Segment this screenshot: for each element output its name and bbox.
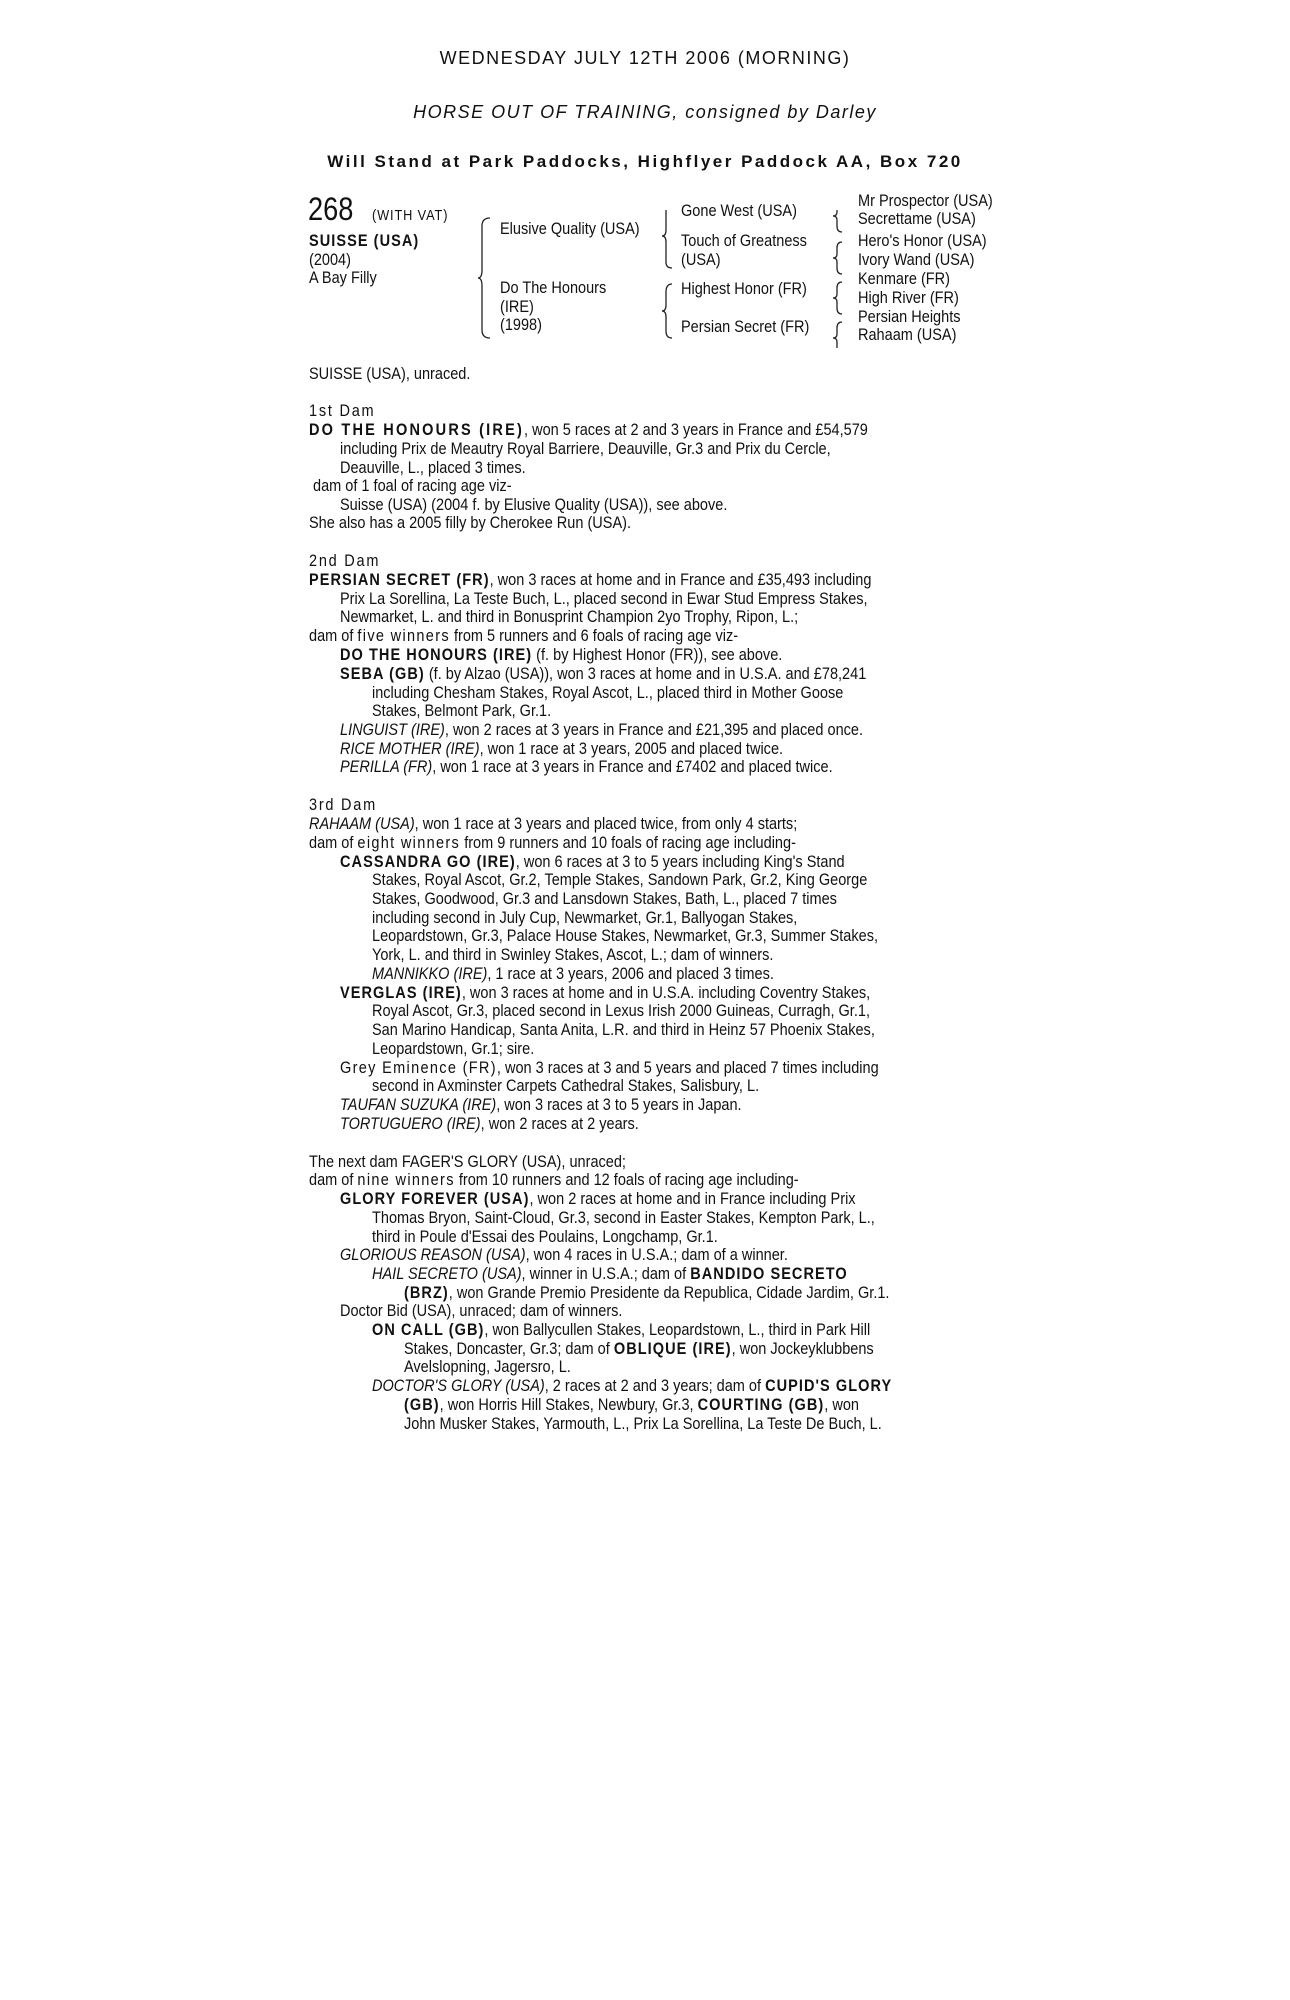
next-dam-line1: The next dam FAGER'S GLORY (USA), unraced; (309, 1153, 626, 1171)
text-seg: (f. by Alzao (USA)), won 3 races at home and in U.S.A. and £78,241 (424, 665, 867, 683)
third-dam-line14 (340, 1059, 879, 1078)
foaling-year: (2004) (309, 251, 351, 269)
text-seg: , won 4 races in U.S.A.; dam of a winner. (525, 1246, 788, 1264)
third-dam-line10 (340, 984, 870, 1003)
produce-name: VERGLAS (IRE) (340, 984, 462, 1002)
second-dam-text: , won 3 races at home and in France and £35,493 including (489, 571, 872, 589)
third-dam-line17 (340, 1115, 639, 1134)
next-dam-line7 (372, 1265, 848, 1284)
second-dam-line7: including Chesham Stakes, Royal Ascot, L., placed third in Mother Goose (372, 684, 844, 702)
text-seg: , won Ballycullen Stakes, Leopardstown, L., third in Park Hill (484, 1321, 871, 1339)
next-dam-line3 (340, 1190, 856, 1209)
third-dam-line8: York, L. and third in Swinley Stakes, Ascot, L.; dam of winners. (372, 946, 774, 964)
pedigree-sdd: Ivory Wand (USA) (858, 251, 975, 269)
text-seg: dam of (309, 627, 358, 645)
next-dam-line2 (309, 1171, 799, 1190)
pedigree-dsd: High River (FR) (858, 289, 959, 307)
text-seg: dam of (309, 1171, 358, 1189)
text-seg: , won 1 race at 3 years and placed twice, from only 4 starts; (414, 815, 798, 833)
third-dam-name: RAHAAM (USA) (309, 815, 415, 833)
produce-name: SEBA (GB) (340, 665, 425, 683)
third-dam-line1 (309, 815, 797, 834)
third-dam-line15: second in Axminster Carpets Cathedral Stakes, Salisbury, L. (372, 1077, 760, 1095)
pedigree-sire-dam-line1: Touch of Greatness (681, 232, 807, 250)
horse-name: SUISSE (USA) (309, 232, 420, 250)
third-dam-heading: 3rd Dam (309, 796, 378, 814)
second-dam-line5 (340, 646, 782, 665)
first-dam-text: , won 5 races at 2 and 3 years in France and £54,579 (524, 421, 868, 439)
pedigree-dam-sire: Highest Honor (FR) (681, 280, 807, 298)
produce-name: BANDIDO SECRETO (690, 1265, 848, 1283)
first-dam-line5: Suisse (USA) (2004 f. by Elusive Quality (USA)), see above. (340, 496, 728, 514)
text-seg: (GB) (404, 1396, 440, 1414)
text-seg: from 9 runners and 10 foals of racing age including- (460, 834, 796, 852)
winners-count: eight winners (357, 834, 461, 852)
text-seg: (BRZ) (404, 1284, 449, 1302)
first-dam-line4: dam of 1 foal of racing age viz- (313, 477, 512, 495)
produce-name: HAIL SECRETO (USA) (372, 1265, 522, 1283)
produce-name: Grey Eminence (FR) (340, 1059, 497, 1077)
pedigree-sire-sire: Gone West (USA) (681, 202, 797, 220)
text-seg: , won Horris Hill Stakes, Newbury, Gr.3, (439, 1396, 698, 1414)
produce-name: MANNIKKO (IRE) (372, 965, 488, 983)
text-seg: , won Jockeyklubbens (731, 1340, 874, 1358)
text-seg: , won 3 races at 3 and 5 years and placed 7 times including (496, 1059, 879, 1077)
produce-name: TAUFAN SUZUKA (IRE) (340, 1096, 497, 1114)
pedigree-ssd: Secrettame (USA) (858, 210, 976, 228)
text-seg: , won Grande Premio Presidente da Republica, Cidade Jardim, Gr.1. (448, 1284, 890, 1302)
second-dam-heading: 2nd Dam (309, 552, 381, 570)
vat-note: (WITH VAT) (372, 208, 449, 224)
first-dam-heading: 1st Dam (309, 402, 376, 420)
second-dam-line4 (309, 627, 738, 646)
text-seg: , won 1 race at 3 years in France and £7402 and placed twice. (432, 758, 833, 776)
second-dam-line10 (340, 740, 783, 759)
pedigree-dam-line1: Do The Honours (500, 279, 607, 297)
winners-count: five winners (357, 627, 450, 645)
text-seg: , 1 race at 3 years, 2006 and placed 3 times. (487, 965, 774, 983)
pedigree-dss: Kenmare (FR) (858, 270, 950, 288)
second-dam-line8: Stakes, Belmont Park, Gr.1. (372, 702, 552, 720)
text-seg: , won 3 races at home and in U.S.A. including Coventry Stakes, (461, 984, 871, 1002)
produce-name: OBLIQUE (IRE) (613, 1340, 732, 1358)
text-seg: , 2 races at 2 and 3 years; dam of (544, 1377, 766, 1395)
third-dam-line7: Leopardstown, Gr.3, Palace House Stakes, Newmarket, Gr.3, Summer Stakes, (372, 927, 879, 945)
text-seg: , won 6 races at 3 to 5 years including King's Stand (515, 853, 845, 871)
first-dam-line1 (309, 421, 868, 440)
second-dam-name: PERSIAN SECRET (FR) (309, 571, 490, 589)
produce-name: DO THE HONOURS (IRE) (340, 646, 533, 664)
first-dam-line3: Deauville, L., placed 3 times. (340, 459, 526, 477)
text-seg: (f. by Highest Honor (FR)), see above. (532, 646, 783, 664)
produce-name: CUPID'S GLORY (765, 1377, 893, 1395)
text-seg: , won 1 race at 3 years, 2005 and placed twice. (479, 740, 784, 758)
produce-name: GLORIOUS REASON (USA) (340, 1246, 526, 1264)
next-dam-line4: Thomas Bryon, Saint-Cloud, Gr.3, second in Easter Stakes, Kempton Park, L., (372, 1209, 875, 1227)
pedigree-sire: Elusive Quality (USA) (500, 220, 640, 238)
pedigree-sds: Hero's Honor (USA) (858, 232, 987, 250)
next-dam-line5: third in Poule d'Essai des Poulains, Longchamp, Gr.1. (372, 1228, 718, 1246)
third-dam-line11: Royal Ascot, Gr.3, placed second in Lexus Irish 2000 Guineas, Curragh, Gr.1, (372, 1002, 870, 1020)
text-seg: Stakes, Doncaster, Gr.3; dam of (404, 1340, 614, 1358)
race-record: SUISSE (USA), unraced. (309, 365, 471, 383)
next-dam-line6 (340, 1246, 788, 1265)
first-dam-line2: including Prix de Meautry Royal Barriere, Deauville, Gr.3 and Prix du Cercle, (340, 440, 831, 458)
next-dam-line8 (404, 1284, 889, 1303)
sale-subtitle: HORSE OUT OF TRAINING, consigned by Darley (413, 102, 877, 122)
produce-name: LINGUIST (IRE) (340, 721, 445, 739)
text-seg: from 10 runners and 12 foals of racing age including- (454, 1171, 799, 1189)
produce-name: DOCTOR'S GLORY (USA) (372, 1377, 545, 1395)
horse-description: A Bay Filly (309, 269, 377, 287)
third-dam-line5: Stakes, Goodwood, Gr.3 and Lansdown Stakes, Bath, L., placed 7 times (372, 890, 837, 908)
produce-name: ON CALL (GB) (372, 1321, 485, 1339)
next-dam-line15: John Musker Stakes, Yarmouth, L., Prix La Sorellina, La Teste De Buch, L. (404, 1415, 882, 1433)
next-dam-line10 (372, 1321, 870, 1340)
pedigree-sire-dam-line2: (USA) (681, 251, 721, 269)
third-dam-line13: Leopardstown, Gr.1; sire. (372, 1040, 535, 1058)
next-dam-line13 (372, 1377, 892, 1396)
next-dam-line11 (404, 1340, 874, 1359)
pedigree-dam-line2: (IRE) (500, 298, 534, 316)
third-dam-line4: Stakes, Royal Ascot, Gr.2, Temple Stakes, Sandown Park, Gr.2, King George (372, 871, 868, 889)
first-dam-name: DO THE HONOURS (IRE) (309, 421, 525, 439)
produce-name: TORTUGUERO (IRE) (340, 1115, 481, 1133)
third-dam-line3 (340, 853, 845, 872)
second-dam-line9 (340, 721, 863, 740)
location-line: Will Stand at Park Paddocks, Highflyer Paddock AA, Box 720 (327, 152, 963, 171)
second-dam-line6 (340, 665, 866, 684)
third-dam-line16 (340, 1096, 742, 1115)
third-dam-line9 (372, 965, 774, 984)
third-dam-line2 (309, 834, 796, 853)
text-seg: , won 2 races at 3 years in France and £21,395 and placed once. (444, 721, 864, 739)
pedigree-ddd: Rahaam (USA) (858, 326, 957, 344)
third-dam-line6: including second in July Cup, Newmarket, Gr.1, Ballyogan Stakes, (372, 909, 798, 927)
text-seg: , won (824, 1396, 859, 1414)
lot-number: 268 (308, 191, 354, 227)
produce-name: PERILLA (FR) (340, 758, 433, 776)
next-dam-line14 (404, 1396, 859, 1415)
text-seg: , won 2 races at 2 years. (480, 1115, 639, 1133)
text-seg: dam of (309, 834, 358, 852)
text-seg: , won 2 races at home and in France including Prix (529, 1190, 856, 1208)
produce-name: GLORY FOREVER (USA) (340, 1190, 530, 1208)
second-dam-line2: Prix La Sorellina, La Teste Buch, L., placed second in Ewar Stud Empress Stakes, (340, 590, 868, 608)
second-dam-line11 (340, 758, 833, 777)
sale-date-line: WEDNESDAY JULY 12TH 2006 (MORNING) (439, 48, 851, 68)
next-dam-line12: Avelslopning, Jagersro, L. (404, 1358, 571, 1376)
third-dam-line12: San Marino Handicap, Santa Anita, L.R. and third in Heinz 57 Phoenix Stakes, (372, 1021, 875, 1039)
winners-count: nine winners (357, 1171, 455, 1189)
pedigree-dam-line3: (1998) (500, 316, 542, 334)
text-seg: , winner in U.S.A.; dam of (521, 1265, 691, 1283)
pedigree-sss: Mr Prospector (USA) (858, 192, 993, 210)
second-dam-line1 (309, 571, 871, 590)
produce-name: RICE MOTHER (IRE) (340, 740, 480, 758)
second-dam-line3: Newmarket, L. and third in Bonusprint Champion 2yo Trophy, Ripon, L.; (340, 608, 799, 626)
first-dam-line6: She also has a 2005 filly by Cherokee Run (USA). (309, 514, 632, 532)
pedigree-dds: Persian Heights (858, 308, 961, 326)
pedigree-dam-dam: Persian Secret (FR) (681, 318, 810, 336)
text-seg: , won 3 races at 3 to 5 years in Japan. (496, 1096, 742, 1114)
next-dam-line9: Doctor Bid (USA), unraced; dam of winners. (340, 1302, 623, 1320)
text-seg: from 5 runners and 6 foals of racing age viz- (449, 627, 739, 645)
produce-name: CASSANDRA GO (IRE) (340, 853, 516, 871)
produce-name: COURTING (GB) (697, 1396, 825, 1414)
